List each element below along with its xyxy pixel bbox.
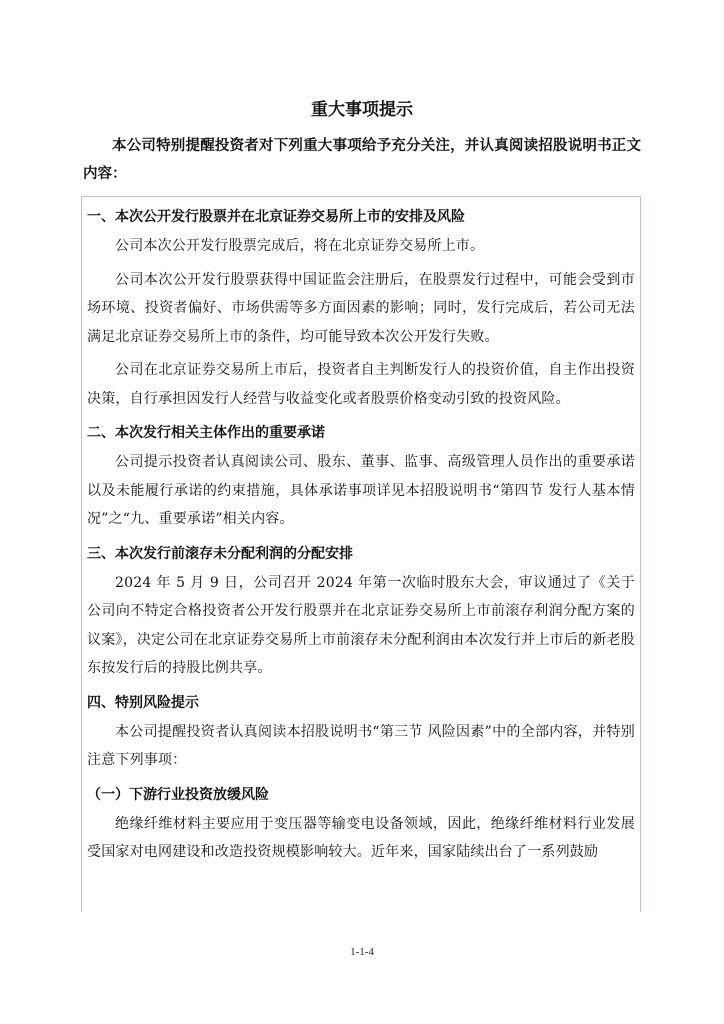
section-1-paragraph-1: 公司本次公开发行股票完成后，将在北京证券交易所上市。 xyxy=(115,238,485,254)
page-number: 1-1-4 xyxy=(350,946,374,958)
intro-paragraph: 本公司特别提醒投资者对下列重大事项给予充分关注，并认真阅读招股说明书正文内容： xyxy=(83,138,641,182)
section-3-paragraph-1: 2024 年 5 月 9 日，公司召开 2024 年第一次临时股东大会，审议通过了《关于公司向不特定合格投资者公开发行股票并在北京证券交易所上市前滚存利润分配方案的议案》，决定公司在北京证券交易所上市前滚存未分配利润由本次发行并上市后的新老股东按发行后的持股比例共享。 xyxy=(87,574,635,676)
section-2-paragraph-1: 公司提示投资者认真阅读公司、股东、董事、监事、高级管理人员作出的重要承诺以及未能履行承诺的约束措施，具体承诺事项详见本招股说明书“第四节 发行人基本情况”之“九、重要承诺”相关内容。 xyxy=(87,454,635,527)
notice-box xyxy=(81,196,641,912)
section-heading-1: 一、本次公开发行股票并在北京证券交易所上市的安排及风险 xyxy=(87,209,465,225)
section-heading-2: 二、本次发行相关主体作出的重要承诺 xyxy=(87,425,325,441)
section-1-paragraph-3: 公司在北京证券交易所上市后，投资者自主判断发行人的投资价值，自主作出投资决策，自行承担因发行人经营与收益变化或者股票价格变动引致的投资风险。 xyxy=(87,362,635,407)
subsection-heading-4-1: （一）下游行业投资放缓风险 xyxy=(87,786,269,803)
section-4-paragraph-1: 本公司提醒投资者认真阅读本招股说明书“第三节 风险因素”中的全部内容，并特别注意下列事项： xyxy=(87,723,635,768)
section-heading-4: 四、特别风险提示 xyxy=(87,694,199,711)
document-title: 重大事项提示 xyxy=(311,100,413,120)
section-heading-3: 三、本次发行前滚存未分配利润的分配安排 xyxy=(87,545,353,562)
subsection-4-1-paragraph-1: 绝缘纤维材料主要应用于变压器等输变电设备领域，因此，绝缘纤维材料行业发展受国家对电网建设和改造投资规模影响较大。近年来，国家陆续出台了一系列鼓励 xyxy=(87,815,635,860)
section-1-paragraph-2: 公司本次公开发行股票获得中国证监会注册后，在股票发行过程中，可能会受到市场环境、投资者偏好、市场供需等多方面因素的影响；同时，发行完成后，若公司无法满足北京证券交易所上市的条件，均可能导致本次公开发行失败。 xyxy=(87,271,635,345)
